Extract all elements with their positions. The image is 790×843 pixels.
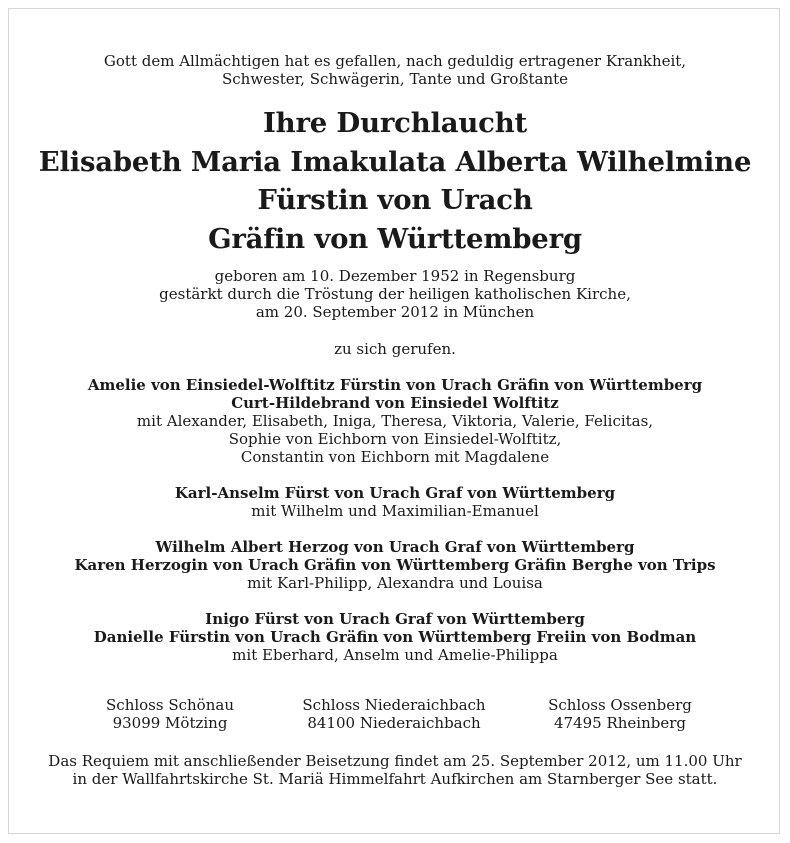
mourners-list <box>0 358 790 664</box>
death-line: am 20. September 2012 in München <box>255 303 535 321</box>
address-ossenberg <box>505 696 735 732</box>
requiem-line: Das Requiem mit anschließender Beisetzung findet am 25. September 2012, um 11.00 Uhr <box>48 752 742 770</box>
mourner-children: mit Karl-Philipp, Alexandra und Louisa <box>247 574 543 592</box>
address-name: Schloss Niederaichbach <box>302 696 486 714</box>
deceased-countess-title: Gräfin von Württemberg <box>208 222 582 255</box>
address-city: 84100 Niederaichbach <box>307 714 481 732</box>
intro-line: Schwester, Schwägerin, Tante und Großtante <box>221 70 569 88</box>
mourner-group <box>0 466 790 520</box>
address-niederaichbach <box>279 696 509 732</box>
intro-line: Gott dem Allmächtigen hat es gefallen, nach geduldig ertragener Krankheit, <box>103 52 687 70</box>
mourner-children: mit Wilhelm und Maximilian-Emanuel <box>251 502 539 520</box>
mourner-name: Wilhelm Albert Herzog von Urach Graf von Württemberg <box>155 538 635 556</box>
birth-line: geboren am 10. Dezember 1952 in Regensburg <box>214 267 576 285</box>
address-schoenau <box>60 696 280 732</box>
deceased-name-block <box>0 88 790 258</box>
address-city: 93099 Mötzing <box>112 714 228 732</box>
called-line: zu sich gerufen. <box>334 340 456 358</box>
mourner-name: Curt-Hildebrand von Einsiedel Wolftitz <box>231 394 559 412</box>
deceased-given-names: Elisabeth Maria Imakulata Alberta Wilhelmine <box>38 145 752 178</box>
deceased-princess-title: Fürstin von Urach <box>257 184 533 216</box>
mourner-children: Constantin von Eichborn mit Magdalene <box>240 448 550 466</box>
mourner-children: mit Alexander, Elisabeth, Iniga, Theresa, Viktoria, Valerie, Felicitas, <box>136 412 654 430</box>
mourner-children: mit Eberhard, Anselm und Amelie-Philippa <box>232 646 558 664</box>
mourner-group <box>0 376 790 466</box>
mourner-name: Inigo Fürst von Urach Graf von Württemberg <box>205 610 585 628</box>
mourner-name: Danielle Fürstin von Urach Gräfin von Württemberg Freiin von Bodman <box>93 628 697 646</box>
address-name: Schloss Schönau <box>106 696 234 714</box>
address-name: Schloss Ossenberg <box>548 696 692 714</box>
life-dates <box>0 258 790 321</box>
requiem-line: in der Wallfahrtskirche St. Mariä Himmelfahrt Aufkirchen am Starnberger See statt. <box>72 770 718 788</box>
intro-text <box>0 0 790 88</box>
address-city: 47495 Rheinberg <box>553 714 687 732</box>
mourner-name: Karen Herzogin von Urach Gräfin von Württemberg Gräfin Berghe von Trips <box>74 556 716 574</box>
mourner-name: Karl-Anselm Fürst von Urach Graf von Württemberg <box>174 484 616 502</box>
mourner-group <box>0 520 790 592</box>
called-home <box>0 321 790 358</box>
mourner-children: Sophie von Eichborn von Einsiedel-Wolftitz, <box>228 430 562 448</box>
sacrament-line: gestärkt durch die Tröstung der heiligen katholischen Kirche, <box>159 285 631 303</box>
mourner-group <box>0 592 790 664</box>
requiem-notice <box>0 752 790 788</box>
deceased-title: Ihre Durchlaucht <box>263 107 527 139</box>
mourner-name: Amelie von Einsiedel-Wolftitz Fürstin von Urach Gräfin von Württemberg <box>87 376 703 394</box>
addresses-row <box>0 696 790 732</box>
